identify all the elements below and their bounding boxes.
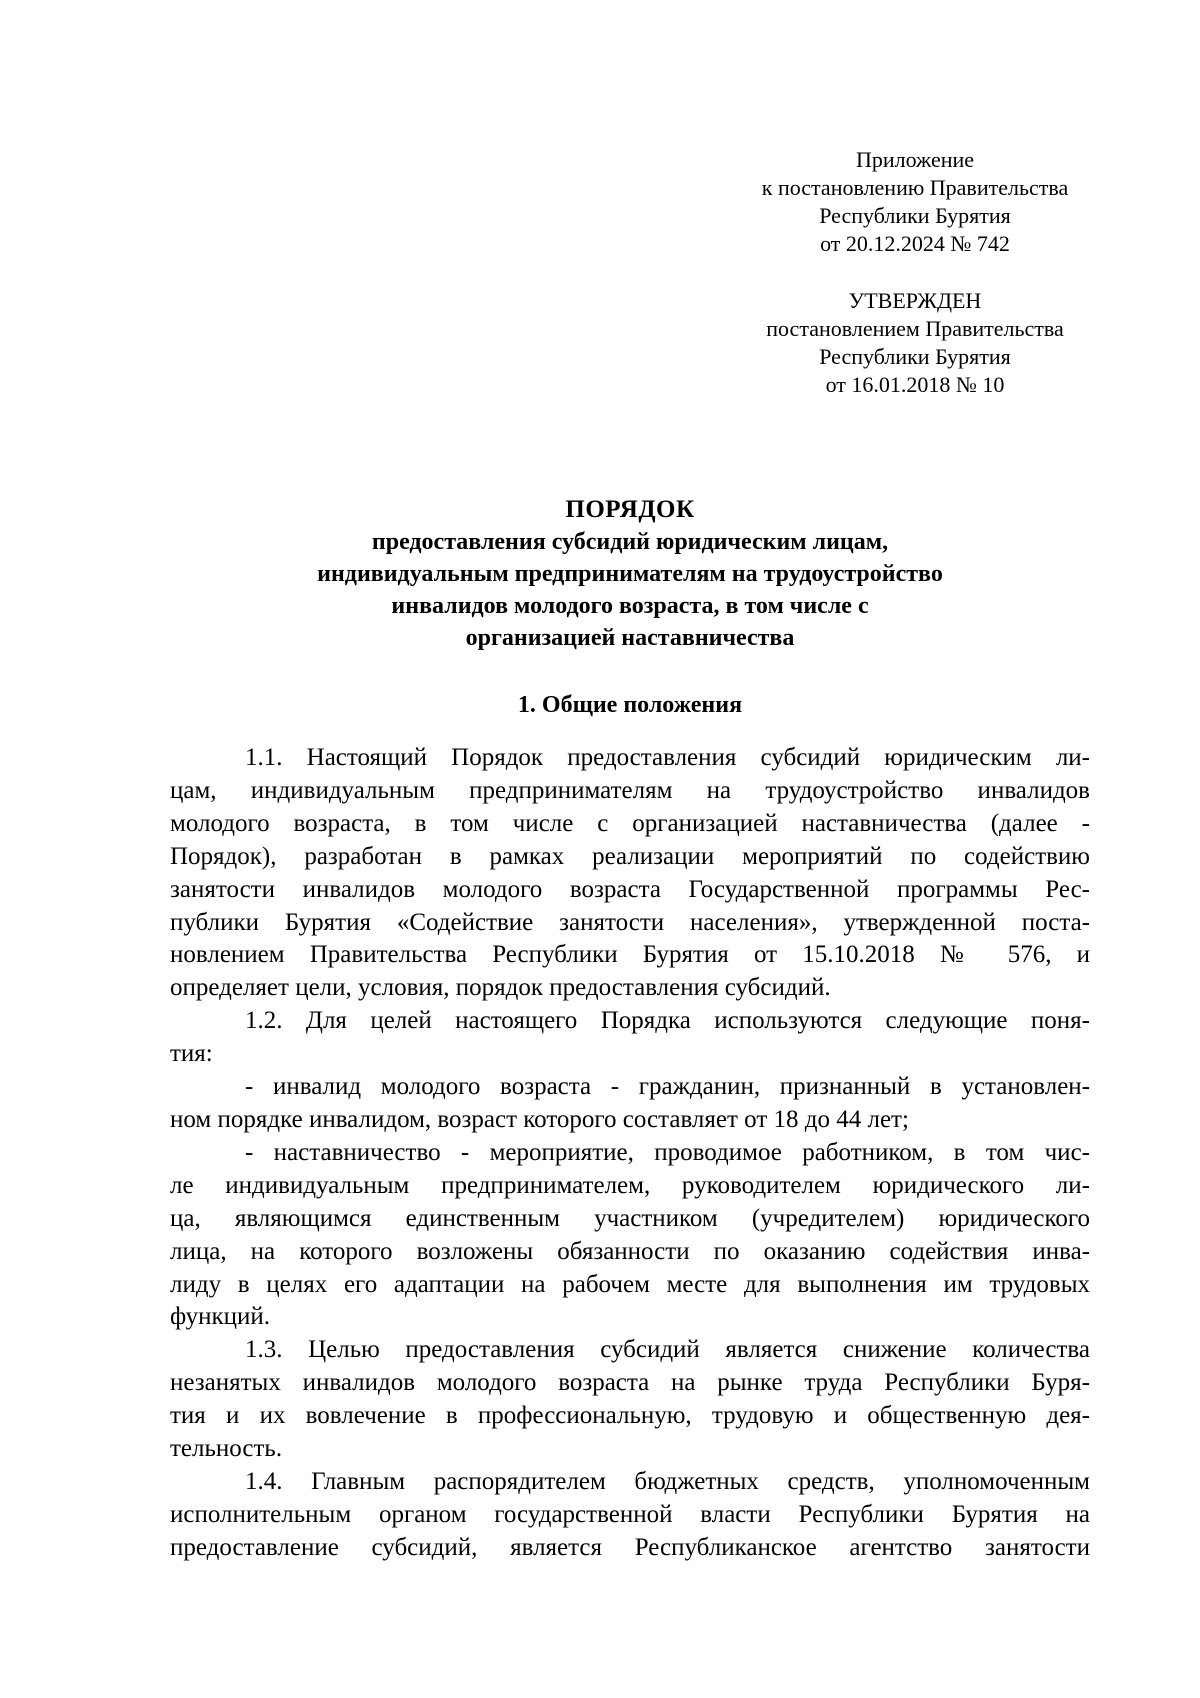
approved-republic: Республики Бурятия — [819, 344, 1011, 369]
appendix-label: Приложение — [855, 147, 975, 172]
document-title — [170, 494, 1090, 654]
paragraph-line: тия и их вовлечение в профессиональную, трудовую и общественную дея- — [170, 1402, 1090, 1430]
appendix-date-number: от 20.12.2024 № 742 — [820, 231, 1010, 256]
paragraph-line: 1.2. Для целей настоящего Порядка используются следующие поня- — [245, 1007, 1090, 1035]
approved-label: УТВЕРЖДЕН — [848, 288, 982, 313]
section-heading: 1. Общие положения — [517, 692, 743, 718]
title-line: инвалидов молодого возраста, в том числе с — [391, 593, 869, 619]
paragraph-line: Порядок), разработан в рамках реализации мероприятий по содействию — [170, 842, 1090, 870]
title-line: организацией наставничества — [465, 625, 795, 651]
approved-stamp — [740, 287, 1090, 399]
title-line: предоставления субсидий юридическим лицам, — [371, 529, 889, 555]
paragraph-line: определяет цели, условия, порядок предоставления субсидий. — [170, 974, 831, 1002]
title-main: ПОРЯДОК — [565, 496, 695, 523]
paragraph-line: - инвалид молодого возраста - гражданин, признанный в установлен- — [245, 1073, 1090, 1101]
paragraph-line: исполнительным органом государственной власти Республики Бурятия на — [170, 1500, 1090, 1528]
paragraph-line: функций. — [170, 1303, 270, 1331]
paragraph-line: 1.3. Целью предоставления субсидий является снижение количества — [245, 1336, 1090, 1364]
appendix-stamp — [740, 146, 1090, 258]
title-line: индивидуальным предпринимателям на трудоустройство — [317, 561, 943, 587]
body-text — [170, 742, 1090, 1565]
paragraph-line: тельность. — [170, 1435, 283, 1463]
paragraph-line: 1.4. Главным распорядителем бюджетных средств, уполномоченным — [245, 1467, 1090, 1495]
paragraph-line: новлением Правительства Республики Бурятия от 15.10.2018 № 576, и — [170, 941, 1090, 969]
paragraph-line: предоставление субсидий, является Республиканское агентство занятости — [170, 1533, 1090, 1561]
paragraph-line: молодого возраста, в том числе с организацией наставничества (далее - — [170, 809, 1090, 837]
paragraph-line: публики Бурятия «Содействие занятости населения», утвержденной поста- — [170, 908, 1090, 936]
paragraph-line: занятости инвалидов молодого возраста Государственной программы Рес- — [170, 875, 1090, 903]
paragraph-line: ца, являющимся единственным участником (учредителем) юридического — [170, 1204, 1090, 1232]
approved-reference: постановлением Правительства — [766, 316, 1064, 341]
appendix-reference: к постановлению Правительства — [761, 175, 1069, 200]
approved-date-number: от 16.01.2018 № 10 — [825, 372, 1005, 397]
paragraph-line: незанятых инвалидов молодого возраста на рынке труда Республики Буря- — [170, 1369, 1090, 1397]
paragraph-line: лица, на которого возложены обязанности по оказанию содействия инва- — [170, 1237, 1090, 1265]
appendix-republic: Республики Бурятия — [819, 203, 1011, 228]
paragraph-line: ле индивидуальным предпринимателем, руководителем юридического ли- — [170, 1171, 1090, 1199]
paragraph-line: тия: — [170, 1040, 213, 1068]
paragraph-line: 1.1. Настоящий Порядок предоставления субсидий юридическим ли- — [245, 744, 1090, 771]
paragraph-line: - наставничество - мероприятие, проводимое работником, в том чис- — [245, 1138, 1090, 1166]
paragraph-line: цам, индивидуальным предпринимателям на трудоустройство инвалидов — [170, 776, 1090, 804]
paragraph-line: лиду в целях его адаптации на рабочем месте для выполнения им трудовых — [170, 1270, 1090, 1298]
paragraph-line: ном порядке инвалидом, возраст которого составляет от 18 до 44 лет; — [170, 1105, 909, 1133]
